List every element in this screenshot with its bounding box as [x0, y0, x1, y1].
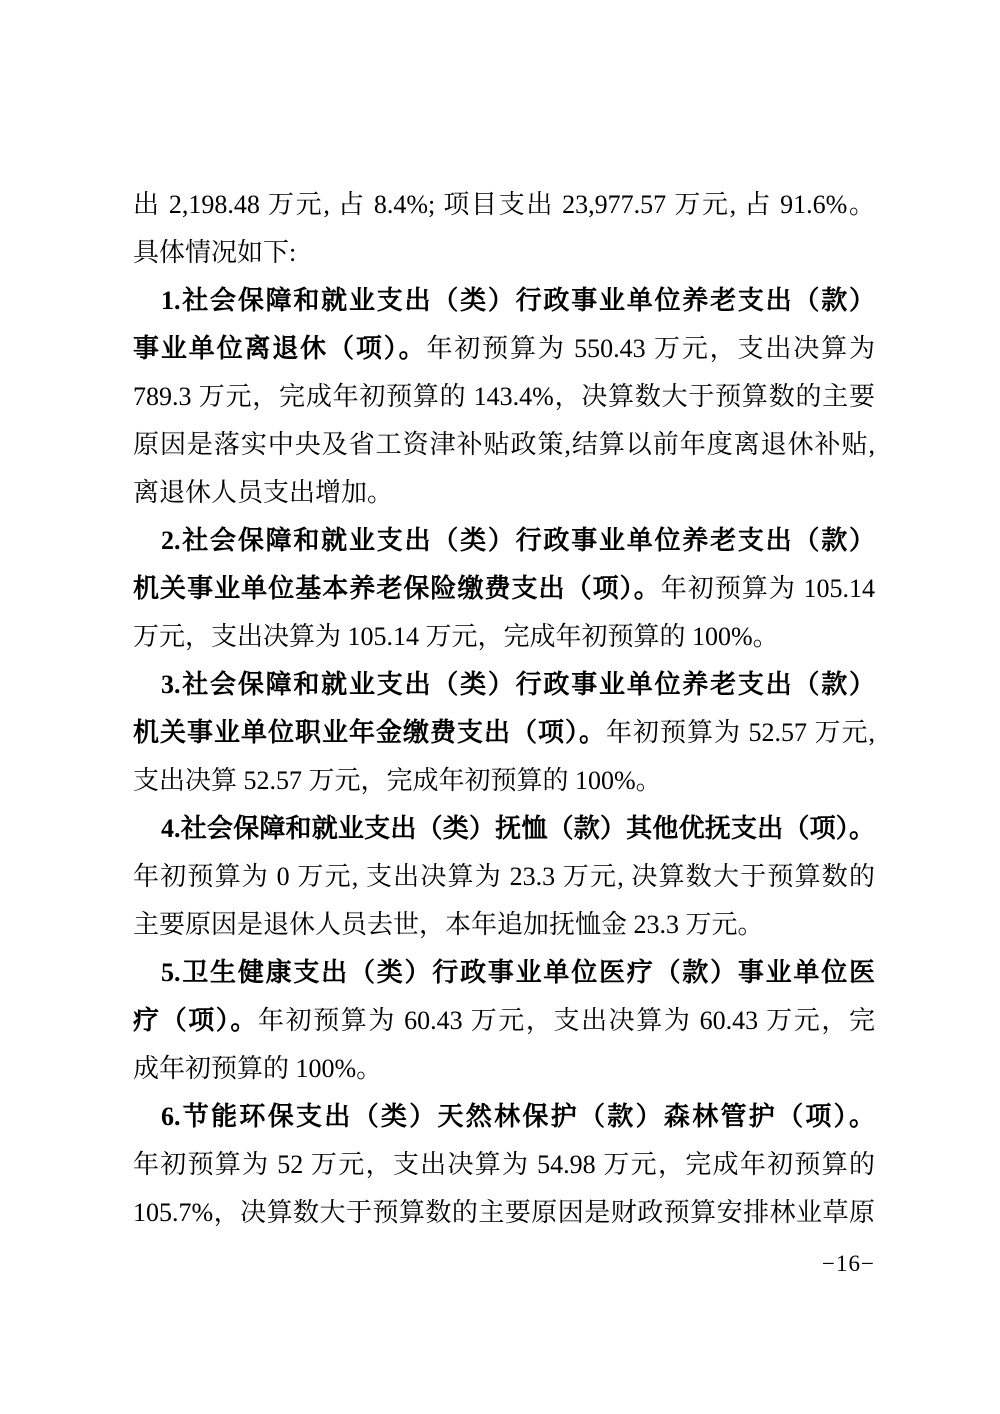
text-line: [133, 1141, 875, 1189]
body-text: 离退休人员支出增加。: [133, 478, 394, 507]
text-line: [133, 661, 875, 709]
text-line: [133, 181, 875, 229]
body-text: 支出决算 52.57 万元，完成年初预算的 100%。: [133, 766, 662, 795]
item-heading-text: 6.节能环保支出（类）天然林保护（款）森林管护（项）。: [161, 1102, 875, 1131]
text-line: [133, 949, 875, 997]
text-line: [133, 277, 875, 325]
body-text: 年初预算为 0 万元, 支出决算为 23.3 万元, 决算数大于预算数的: [133, 862, 875, 891]
body-text: 成年初预算的 100%。: [133, 1054, 383, 1083]
body-text: 具体情况如下:: [133, 238, 297, 267]
text-line: [133, 325, 875, 373]
body-text: 出 2,198.48 万元, 占 8.4%; 项目支出 23,977.57 万元, 占 91.6%。: [133, 190, 875, 219]
body-text: 原因是落实中央及省工资津补贴政策,结算以前年度离退休补贴,: [133, 430, 875, 459]
item-heading-text: 5.卫生健康支出（类）行政事业单位医疗（款）事业单位医: [161, 958, 875, 987]
body-text: 年初预算为 550.43 万元，支出决算为: [426, 334, 875, 363]
item-heading-text: 事业单位离退休（项）。: [133, 334, 427, 363]
body-text: 年初预算为 52 万元，支出决算为 54.98 万元，完成年初预算的: [133, 1150, 875, 1179]
text-line: [133, 373, 875, 421]
text-line: [133, 757, 875, 805]
item-heading-text: 2.社会保障和就业支出（类）行政事业单位养老支出（款）: [161, 526, 875, 555]
body-text: 主要原因是退休人员去世，本年追加抚恤金 23.3 万元。: [133, 910, 764, 939]
body-text: 789.3 万元，完成年初预算的 143.4%，决算数大于预算数的主要: [133, 382, 875, 411]
item-heading-text: 机关事业单位职业年金缴费支出（项）。: [133, 718, 606, 747]
text-line: [133, 565, 875, 613]
item-heading-text: 1.社会保障和就业支出（类）行政事业单位养老支出（款）: [161, 286, 875, 315]
text-line: [133, 1093, 875, 1141]
text-line: [133, 709, 875, 757]
text-line: [133, 901, 875, 949]
document-body: [133, 181, 875, 1237]
body-text: 年初预算为 52.57 万元,: [605, 718, 875, 747]
body-text: 年初预算为 60.43 万元，支出决算为 60.43 万元，完: [258, 1006, 875, 1035]
body-text: 万元，支出决算为 105.14 万元，完成年初预算的 100%。: [133, 622, 779, 651]
text-line: [133, 805, 875, 853]
body-text: 年初预算为 105.14: [660, 574, 875, 603]
body-text: 105.7%，决算数大于预算数的主要原因是财政预算安排林业草原: [133, 1198, 875, 1227]
text-line: [133, 517, 875, 565]
text-line: [133, 997, 875, 1045]
text-line: [133, 229, 875, 277]
item-heading-text: 4.社会保障和就业支出（类）抚恤（款）其他优抚支出（项）。: [161, 814, 875, 843]
text-line: [133, 469, 875, 517]
text-line: [133, 1045, 875, 1093]
text-line: [133, 1189, 875, 1237]
text-line: [133, 613, 875, 661]
item-heading-text: 疗（项）。: [133, 1006, 258, 1035]
page-number: −16−: [822, 1251, 875, 1276]
text-line: [133, 421, 875, 469]
item-heading-text: 3.社会保障和就业支出（类）行政事业单位养老支出（款）: [161, 670, 875, 699]
text-line: [133, 853, 875, 901]
item-heading-text: 机关事业单位基本养老保险缴费支出（项）。: [133, 574, 661, 603]
